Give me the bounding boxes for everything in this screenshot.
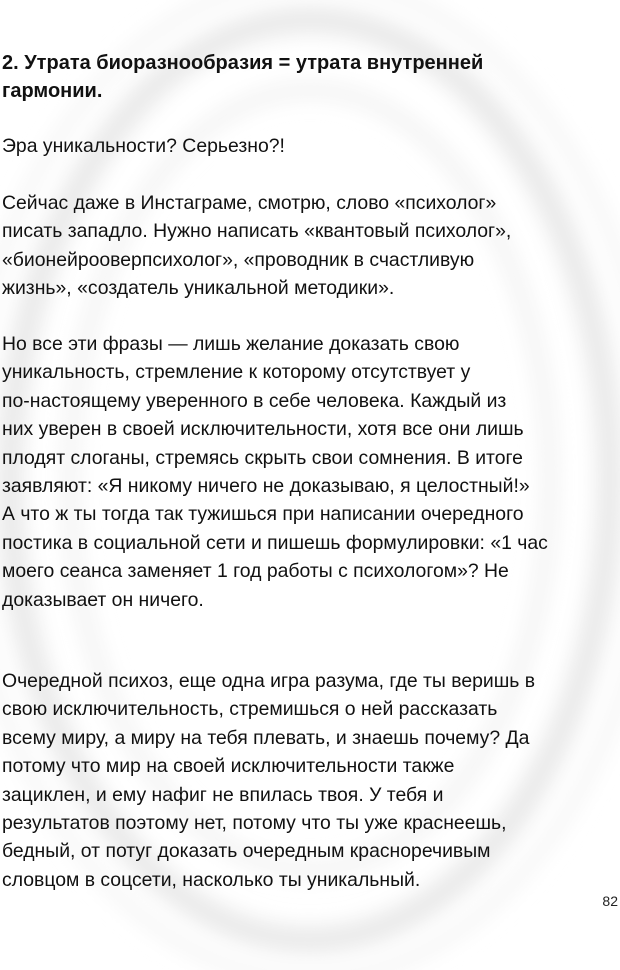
text-line: свою исключительность, стремишься о ней рассказать bbox=[2, 698, 498, 721]
text-line: писать западло. Нужно написать «квантовый психолог», bbox=[2, 220, 512, 243]
text-line: доказывает он ничего. bbox=[2, 588, 204, 611]
paragraph-psychosis bbox=[2, 667, 612, 894]
text-line: Но все эти фразы — лишь желание доказать свою bbox=[2, 333, 460, 355]
text-line: них уверен в своей исключительности, хотя все они лишь bbox=[2, 418, 524, 441]
text-line: всему миру, а миру на тебя плевать, и знаешь почему? Да bbox=[2, 726, 530, 749]
text-line: Очередной психоз, еще одна игра разума, где ты веришь в bbox=[2, 670, 536, 692]
paragraph-instagram bbox=[2, 189, 612, 303]
text-line: постика в социальной сети и пишешь формулировки: «1 час bbox=[2, 531, 548, 554]
section-heading bbox=[2, 50, 602, 105]
text-line: моего сеанса заменяет 1 год работы с психологом»? Не bbox=[2, 560, 509, 583]
text-line: заявляют: «Я никому ничего не доказываю, я целостный!» bbox=[2, 475, 530, 498]
text-line: плодят слоганы, стремясь скрыть свои сомнения. В итоге bbox=[2, 446, 523, 469]
text-line: уникальность, стремление к которому отсутствует у bbox=[2, 361, 471, 384]
text-line: Эра уникальности? Серьезно?! bbox=[2, 135, 285, 157]
heading-line: 2. Утрата биоразнообразия = утрата внутренней bbox=[2, 52, 484, 74]
heading-line: гармонии. bbox=[2, 79, 103, 102]
text-line: словцом в соцсети, насколько ты уникальный. bbox=[2, 868, 421, 891]
text-line: зациклен, и ему нафиг не впилась твоя. У тебя и bbox=[2, 783, 444, 806]
text-line: по-настоящему уверенного в себе человека. Каждый из bbox=[2, 389, 507, 412]
text-line: жизнь», «создатель уникальной методики». bbox=[2, 277, 395, 300]
text-line: бедный, от потуг доказать очередным красноречивым bbox=[2, 840, 491, 863]
text-line: потому что мир на своей исключительности также bbox=[2, 755, 455, 778]
text-line: результатов поэтому нет, потому что ты уже краснеешь, bbox=[2, 812, 507, 835]
paragraph-question bbox=[2, 132, 612, 160]
paragraph-phrases bbox=[2, 330, 612, 614]
page-number: 82 bbox=[602, 893, 618, 909]
text-line: «бионейрооверпсихолог», «проводник в счастливую bbox=[2, 248, 475, 271]
text-line: Сейчас даже в Инстаграме, смотрю, слово «психолог» bbox=[2, 192, 497, 214]
text-line: А что ж ты тогда так тужишься при написании очередного bbox=[2, 503, 524, 526]
